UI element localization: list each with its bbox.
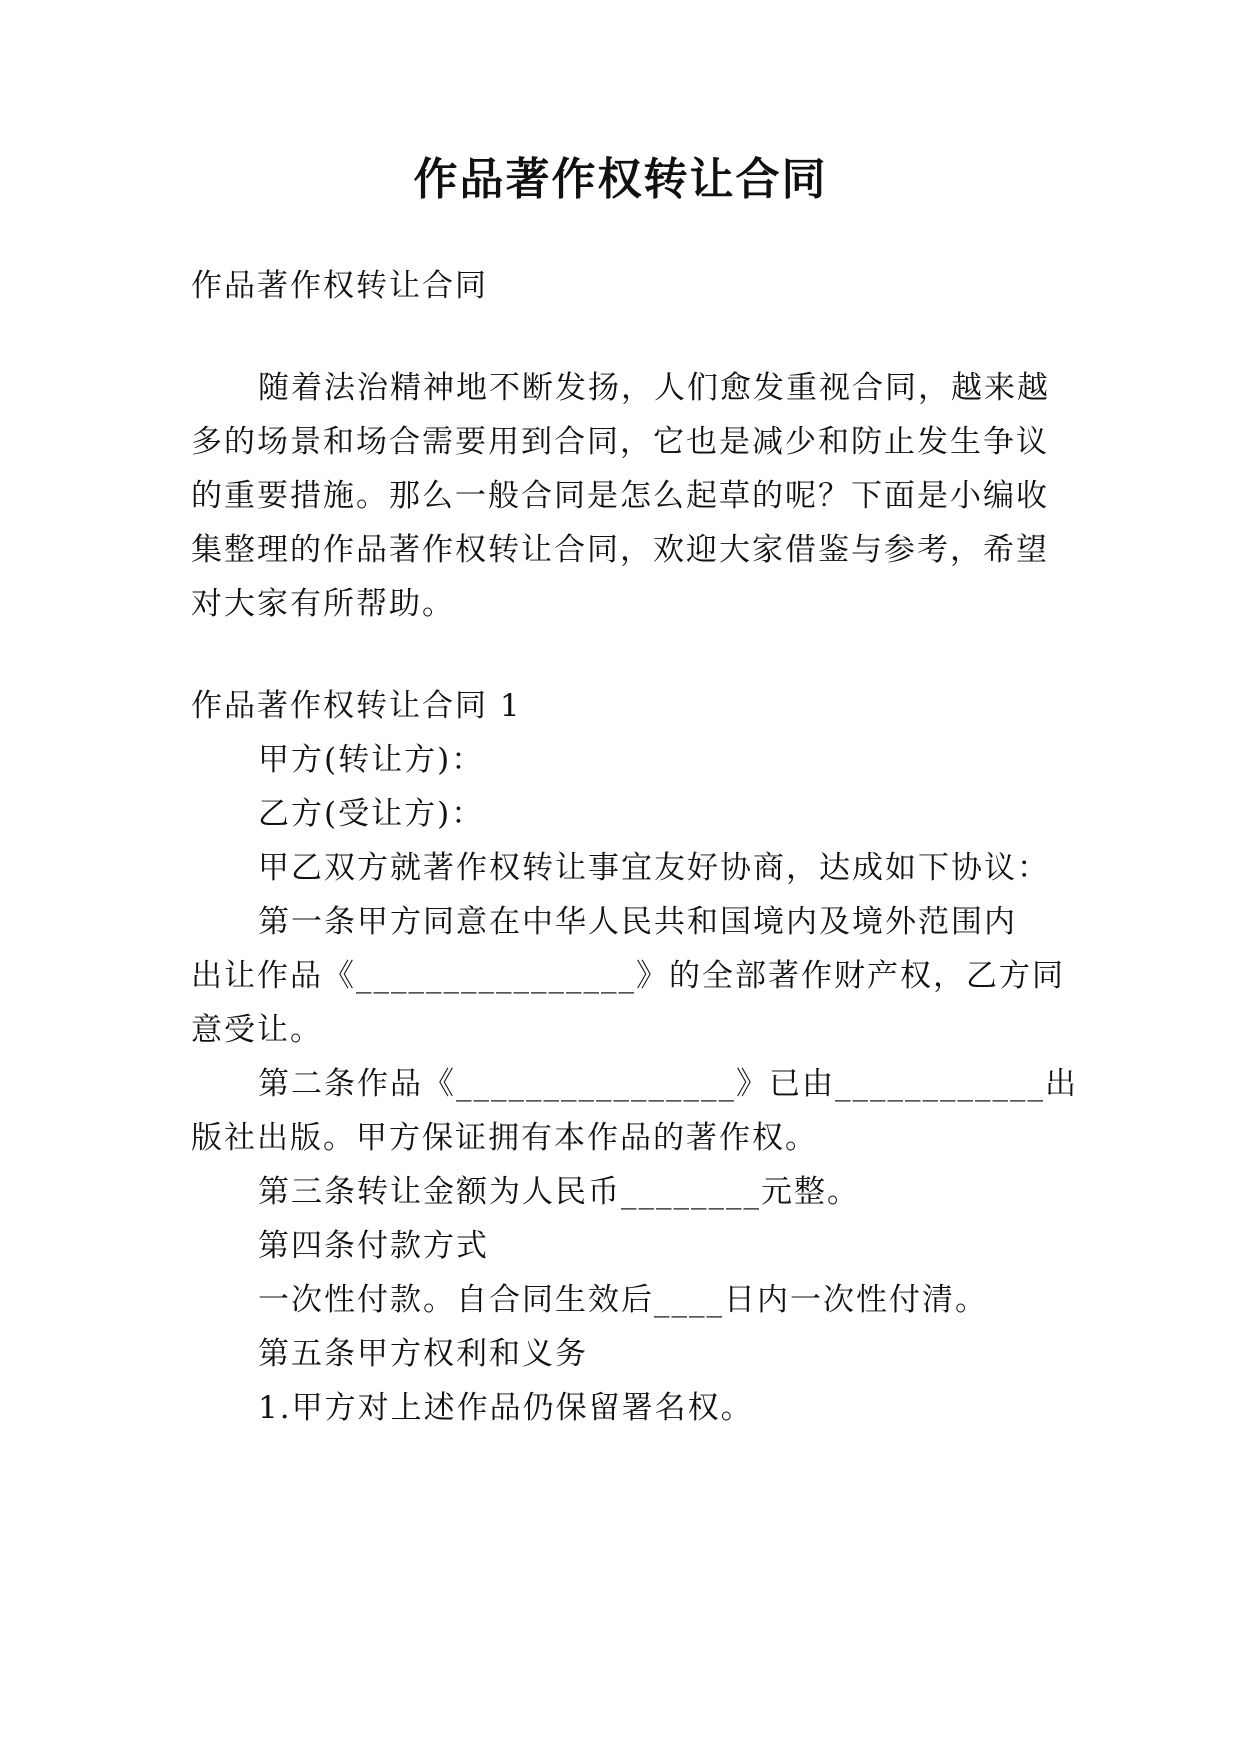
- subtitle: 作品著作权转让合同: [191, 268, 488, 304]
- article-4-text: 一次性付款。自合同生效后____日内一次性付清。: [258, 1282, 988, 1318]
- party-a-line: 甲方(转让方)：: [258, 742, 485, 778]
- article-1-line-1: 第一条甲方同意在中华人民共和国境内及境外范围内: [258, 904, 1017, 940]
- article-2-line-1: 第二条作品《________________》已由____________出: [258, 1066, 1078, 1102]
- article-4-title: 第四条付款方式: [258, 1228, 489, 1264]
- intro-line-4: 集整理的作品著作权转让合同，欢迎大家借鉴与参考，希望: [191, 532, 1049, 568]
- article-1-line-3: 意受让。: [191, 1012, 323, 1048]
- intro-line-5: 对大家有所帮助。: [191, 586, 455, 622]
- document-title: 作品著作权转让合同: [413, 154, 828, 205]
- intro-line-1: 随着法治精神地不断发扬，人们愈发重视合同，越来越: [258, 370, 1050, 406]
- article-2-line-2: 版社出版。甲方保证拥有本作品的著作权。: [191, 1120, 818, 1156]
- intro-line-3: 的重要措施。那么一般合同是怎么起草的呢？下面是小编收: [191, 478, 1049, 514]
- section-heading: 作品著作权转让合同 1: [191, 688, 522, 724]
- party-b-line: 乙方(受让方)：: [258, 796, 485, 832]
- intro-line-2: 多的场景和场合需要用到合同，它也是减少和防止发生争议: [191, 424, 1049, 460]
- article-5-item-1: 1.甲方对上述作品仍保留署名权。: [258, 1390, 754, 1426]
- article-3: 第三条转让金额为人民币________元整。: [258, 1174, 860, 1210]
- article-5-title: 第五条甲方权利和义务: [258, 1336, 588, 1372]
- article-1-line-2: 出让作品《________________》的全部著作财产权，乙方同: [191, 958, 1065, 994]
- agreement-intro: 甲乙双方就著作权转让事宜友好协商，达成如下协议：: [258, 850, 1050, 886]
